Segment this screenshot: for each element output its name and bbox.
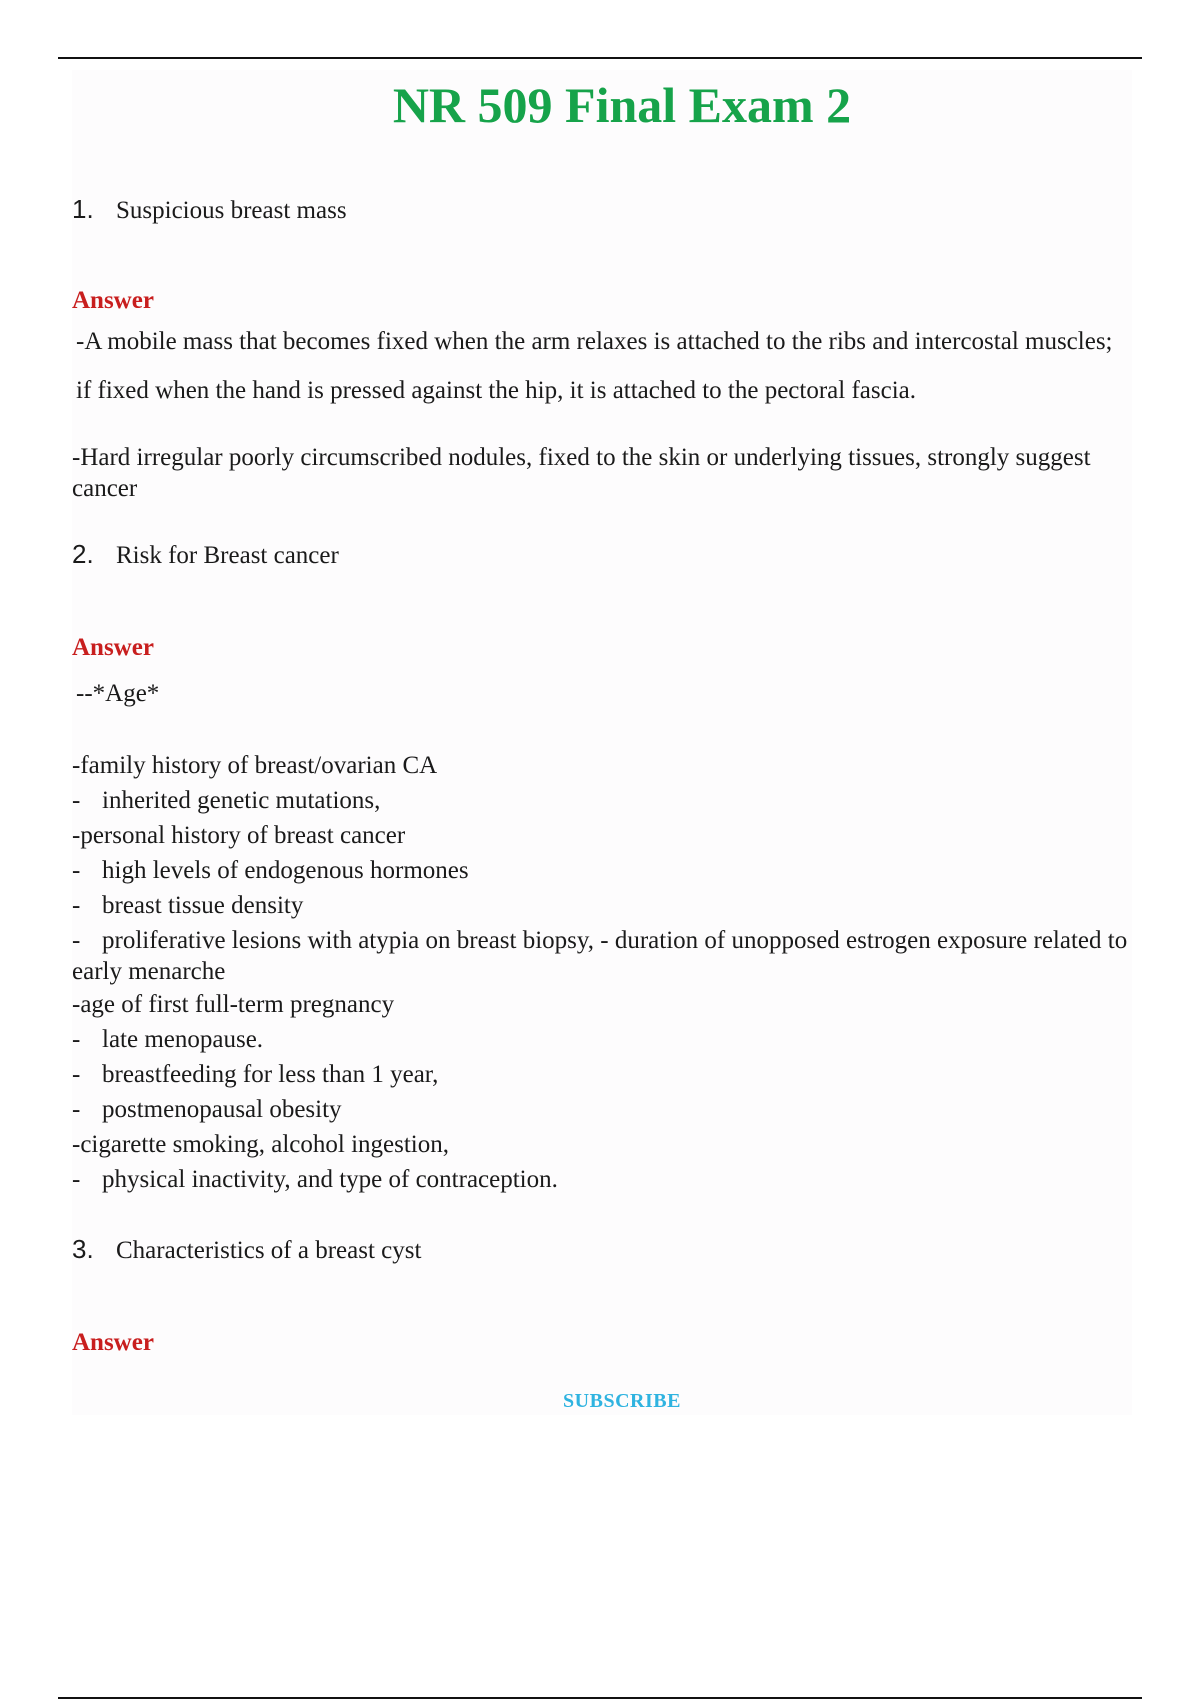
dash-mark: - <box>72 1166 81 1193</box>
answer-label: Answer <box>72 287 154 314</box>
list-item-text: breastfeeding for less than 1 year, <box>102 1061 439 1088</box>
list-item: -age of first full-term pregnancy <box>72 991 395 1018</box>
list-item <box>72 923 1132 987</box>
question-prompt: Characteristics of a breast cyst <box>116 1237 422 1264</box>
document-page <box>72 70 1132 1415</box>
question-number: 3. <box>72 1234 94 1264</box>
question-2 <box>72 538 1132 572</box>
question-3 <box>72 1233 1132 1267</box>
answer-intro: --*Age* <box>76 680 160 707</box>
dash-mark: - <box>72 1026 81 1053</box>
list-item: -family history of breast/ovarian CA <box>72 752 438 779</box>
answer-label: Answer <box>72 634 154 661</box>
list-item-text: high levels of endogenous hormones <box>102 857 469 884</box>
list-item-text: late menopause. <box>102 1026 264 1053</box>
list-item <box>72 888 1132 923</box>
answer-paragraph: -A mobile mass that becomes fixed when the arm relaxes is attached to the ribs and intercostal muscles; if fixed when the hand is pressed against the hip, it is attached to the pectoral fascia. <box>76 328 1113 404</box>
list-item <box>72 1057 1132 1092</box>
list-item-text: breast tissue density <box>102 892 304 919</box>
question-number: 2. <box>72 539 94 569</box>
list-item <box>72 1162 1132 1197</box>
list-item: -cigarette smoking, alcohol ingestion, <box>72 1131 449 1158</box>
dash-mark: - <box>72 927 81 954</box>
dash-mark: - <box>72 1096 81 1123</box>
list-item <box>72 1022 1132 1057</box>
question-1 <box>72 193 1132 227</box>
list-item <box>72 783 1132 818</box>
dash-mark: - <box>72 787 81 814</box>
list-item-text: proliferative lesions with atypia on breast biopsy, - duration of unopposed estrogen exposure related to early menarche <box>72 927 1128 985</box>
risk-factor-list <box>72 748 1132 1197</box>
bottom-rule <box>58 1697 1142 1699</box>
document-title: NR 509 Final Exam 2 <box>392 77 852 133</box>
question-prompt: Risk for Breast cancer <box>116 542 339 569</box>
list-item <box>72 1092 1132 1127</box>
answer-paragraph: -Hard irregular poorly circumscribed nodules, fixed to the skin or underlying tissues, strongly suggest cancer <box>72 444 1091 502</box>
list-item: -personal history of breast cancer <box>72 822 406 849</box>
subscribe-link[interactable]: SUBSCRIBE <box>563 1390 681 1412</box>
top-rule <box>58 57 1142 59</box>
dash-mark: - <box>72 892 81 919</box>
list-item-text: postmenopausal obesity <box>102 1096 342 1123</box>
dash-mark: - <box>72 857 81 884</box>
list-item-text: physical inactivity, and type of contraception. <box>102 1166 558 1193</box>
dash-mark: - <box>72 1061 81 1088</box>
list-item-text: inherited genetic mutations, <box>102 787 381 814</box>
answer-label: Answer <box>72 1329 154 1356</box>
question-prompt: Suspicious breast mass <box>116 197 347 224</box>
list-item <box>72 853 1132 888</box>
question-number: 1. <box>72 194 94 224</box>
